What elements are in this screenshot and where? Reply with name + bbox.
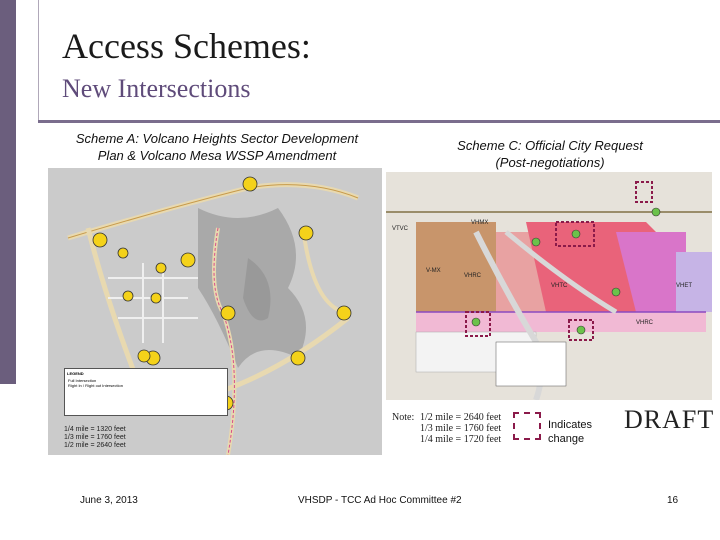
scale-line: 1/3 mile = 1760 feet	[64, 434, 126, 441]
title-divider-horizontal	[38, 120, 720, 123]
note-line: 1/2 mile = 2640 feet	[420, 412, 502, 423]
scheme-c-caption-line2: (Post-negotiations)	[495, 155, 605, 170]
footer-page-number: 16	[667, 495, 679, 506]
footer-committee: VHSDP - TCC Ad Hoc Committee #2	[298, 495, 462, 506]
scheme-a-caption-line2: Plan & Volcano Mesa WSSP Amendment	[97, 148, 337, 163]
scale-line: 1/4 mile = 1320 feet	[64, 426, 126, 433]
change-line2: change	[548, 433, 585, 445]
zone-label: VTVC	[392, 226, 409, 232]
scheme-a-scale	[64, 426, 126, 450]
scheme-a-caption	[52, 130, 382, 164]
legend-item: Right In / Right out Intersection	[68, 383, 123, 388]
zone-label: VHRC	[636, 320, 654, 326]
change-line1: Indicates	[548, 419, 593, 431]
scheme-c-note-label: Note:	[392, 412, 415, 423]
change-indicator-label	[548, 418, 592, 446]
accent-bar	[0, 0, 16, 384]
scheme-a-map	[48, 168, 382, 455]
scheme-a-caption-line1: Scheme A: Volcano Heights Sector Development	[75, 131, 359, 146]
zone-label: VHRC	[464, 273, 482, 279]
zone-label: VHET	[676, 283, 693, 289]
legend-item: Full Intersection	[68, 378, 97, 383]
note-line: 1/3 mile = 1760 feet	[420, 423, 502, 434]
scheme-c-caption-line1: Scheme C: Official City Request	[457, 138, 643, 153]
slide-subtitle: New Intersections	[62, 74, 251, 103]
scheme-c-map	[386, 172, 712, 400]
footer-date: June 3, 2013	[80, 495, 138, 506]
scale-line: 1/2 mile = 2640 feet	[64, 442, 126, 449]
scheme-c-note-list	[420, 412, 501, 445]
zone-label: V-MX	[426, 268, 441, 274]
draft-label: DRAFT	[624, 405, 715, 434]
legend-title: LEGEND	[67, 371, 84, 376]
zone-label: VHMX	[471, 220, 489, 226]
slide-title: Access Schemes:	[62, 26, 311, 66]
zone-label: VHTC	[551, 283, 568, 289]
scheme-c-caption	[430, 137, 670, 171]
scheme-c-map-graphic	[386, 172, 712, 400]
title-divider-vertical	[38, 0, 39, 123]
note-line: 1/4 mile = 1720 feet	[420, 434, 502, 445]
change-indicator-box	[513, 412, 541, 440]
scheme-a-legend	[64, 368, 228, 416]
